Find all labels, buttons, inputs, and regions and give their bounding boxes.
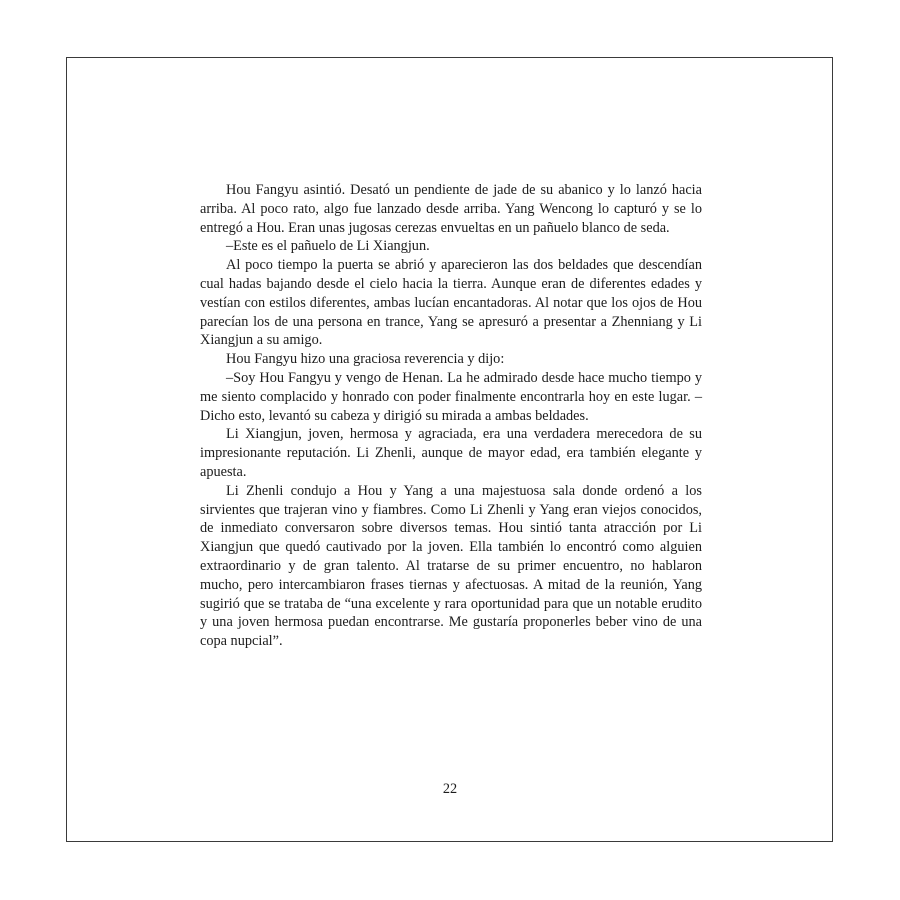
paragraph: Li Xiangjun, joven, hermosa y agraciada, era una verdadera merecedora de su impresionante reputación. Li Zhenli, aunque de mayor edad, era también elegante y apuesta. <box>200 426 702 480</box>
paragraph: Al poco tiempo la puerta se abrió y aparecieron las dos beldades que descendían cual hadas bajando desde el cielo hacia la tierra. Aunque eran de diferentes edades y vestían con estilos diferentes, ambas lucían encantadoras. Al notar que los ojos de Hou parecían los de una persona en trance, Yang se apresuró a presentar a Zhenniang y Li Xiangjun a su amigo. <box>200 257 702 349</box>
paragraph: Hou Fangyu hizo una graciosa reverencia y dijo: <box>226 351 505 368</box>
page-number: 22 <box>442 781 458 797</box>
body-text <box>200 181 702 651</box>
paragraph: Li Zhenli condujo a Hou y Yang a una majestuosa sala donde ordenó a los sirvientes que trajeran vino y fiambres. Como Li Zhenli y Yang eran viejos conocidos, de inmediato conversaron sobre diversos temas. Hou sintió tanta atracción por Li Xiangjun que quedó cautivado por la joven. Ella también lo encontró como alguien extraordinario y de gran talento. Al tratarse de su primer encuentro, no hablaron mucho, pero intercambiaron frases tiernas y afectuosas. A mitad de la reunión, Yang sugirió que se trataba de “una excelente y rara oportunidad para que un notable erudito y una joven hermosa puedan encontrarse. Me gustaría proponerles beber vino de una copa nupcial”. <box>200 482 702 650</box>
paragraph: –Este es el pañuelo de Li Xiangjun. <box>226 238 430 255</box>
paragraph: Hou Fangyu asintió. Desató un pendiente de jade de su abanico y lo lanzó hacia arriba. Al poco rato, algo fue lanzado desde arriba. Yang Wencong lo capturó y se lo entregó a Hou. Eran unas jugosas cerezas envueltas en un pañuelo blanco de seda. <box>200 182 702 236</box>
paragraph: –Soy Hou Fangyu y vengo de Henan. La he admirado desde hace mucho tiempo y me siento complacido y honrado con poder finalmente encontrarla hoy en este lugar. –Dicho esto, levantó su cabeza y dirigió su mirada a ambas beldades. <box>200 369 702 424</box>
